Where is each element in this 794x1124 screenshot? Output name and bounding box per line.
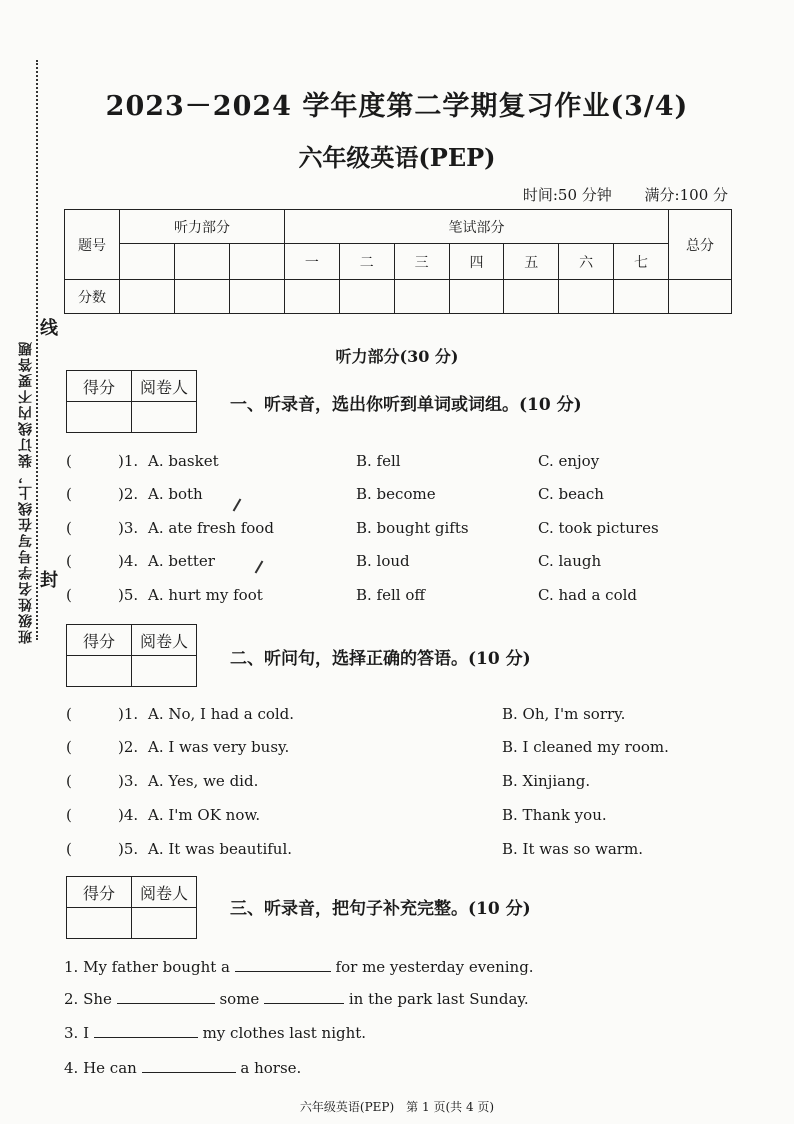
option-b: B. I cleaned my room. [502,738,669,756]
exam-info [495,184,728,205]
answer-paren[interactable]: ( [66,772,72,790]
pen-mark [255,560,264,573]
item-number: )4. [118,552,139,570]
line-text: for me yesterday evening. [335,958,534,976]
answer-paren[interactable]: ( [66,519,72,537]
item-number: )3. [118,519,139,537]
option-b: B. fell [356,452,401,470]
box-score-label: 得分 [67,877,132,908]
box-reviewer-cell[interactable] [132,656,197,687]
listening-col-1 [120,244,175,280]
score-cell[interactable] [504,280,559,314]
box-score-label: 得分 [67,625,132,656]
option-c: C. had a cold [538,586,637,604]
col-number: 二 [339,244,394,280]
answer-blank[interactable] [117,989,215,1004]
page-title: 2023－2024 学年度第二学期复习作业(3/4) [105,91,689,122]
total-header: 总分 [669,210,732,280]
listening-part-heading: 听力部分(30 分) [335,347,459,366]
score-cell[interactable] [559,280,614,314]
binding-instruction: 班级姓名学号写在线上，装订线内不要答题 [18,340,34,644]
line-text: my clothes last night. [202,1024,367,1042]
option-b: B. Xinjiang. [502,772,591,790]
line-text: 4. He can [64,1059,137,1077]
section3-score-box [66,876,197,939]
score-cell[interactable] [449,280,504,314]
option-a: A. I was very busy. [148,738,290,756]
item-number: )2. [118,485,139,503]
answer-paren[interactable]: ( [66,552,72,570]
item-number: )1. [118,452,139,470]
score-cell[interactable] [230,280,285,314]
option-c: C. beach [538,485,604,503]
section2-title: 二、听问句，选择正确的答语。(10 分) [230,649,531,669]
score-table [64,209,732,314]
answer-paren[interactable]: ( [66,586,72,604]
option-b: B. It was so warm. [502,840,643,858]
answer-paren[interactable]: ( [66,452,72,470]
label-question-number: 题号 [65,210,120,280]
box-score-cell[interactable] [67,402,132,433]
box-reviewer-label: 阅卷人 [132,625,197,656]
item-number: )5. [118,586,139,604]
writing-header: 笔试部分 [285,210,669,244]
exam-full-score: 满分:100 分 [644,186,728,204]
option-c: C. enjoy [538,452,600,470]
item-number: )4. [118,806,139,824]
option-b: B. Oh, I'm sorry. [502,705,626,723]
col-number: 三 [394,244,449,280]
col-number: 五 [504,244,559,280]
fill-line-3 [64,1023,366,1042]
score-cell[interactable] [285,280,340,314]
answer-blank[interactable] [142,1058,236,1073]
listening-col-3 [230,244,285,280]
option-a: A. basket [148,452,219,470]
option-a: A. Yes, we did. [148,772,259,790]
option-b: B. fell off [356,586,426,604]
box-score-cell[interactable] [67,656,132,687]
fill-line-2 [64,989,529,1008]
answer-blank[interactable] [264,989,344,1004]
option-c: C. laugh [538,552,602,570]
item-number: )3. [118,772,139,790]
score-cell[interactable] [394,280,449,314]
binding-mark-feng: 封 [40,570,58,591]
option-a: A. both [148,485,203,503]
line-text: some [219,990,260,1008]
section1-title: 一、听录音，选出你听到单词或词组。(10 分) [230,395,582,415]
option-a: A. No, I had a cold. [148,705,295,723]
score-cell[interactable] [614,280,669,314]
line-text: 1. My father bought a [64,958,230,976]
section2-score-box [66,624,197,687]
option-a: A. better [148,552,215,570]
label-score: 分数 [65,280,120,314]
box-reviewer-label: 阅卷人 [132,371,197,402]
section1-score-box [66,370,197,433]
score-cell[interactable] [339,280,394,314]
option-b: B. become [356,485,436,503]
col-number: 四 [449,244,504,280]
box-reviewer-cell[interactable] [132,908,197,939]
option-c: C. took pictures [538,519,659,537]
box-reviewer-cell[interactable] [132,402,197,433]
item-number: )2. [118,738,139,756]
line-text: 2. She [64,990,112,1008]
score-cell[interactable] [175,280,230,314]
listening-col-2 [175,244,230,280]
item-number: )5. [118,840,139,858]
option-b: B. Thank you. [502,806,607,824]
box-score-cell[interactable] [67,908,132,939]
answer-paren[interactable]: ( [66,806,72,824]
option-a: A. I'm OK now. [148,806,261,824]
page-footer: 六年级英语(PEP) 第 1 页(共 4 页) [299,1100,495,1114]
answer-paren[interactable]: ( [66,705,72,723]
answer-paren[interactable]: ( [66,738,72,756]
option-a: A. hurt my foot [148,586,263,604]
exam-time: 时间:50 分钟 [522,186,612,204]
option-a: A. ate fresh food [148,519,274,537]
col-number: 七 [614,244,669,280]
listening-header: 听力部分 [120,210,285,244]
option-b: B. loud [356,552,410,570]
box-reviewer-label: 阅卷人 [132,877,197,908]
option-a: A. It was beautiful. [148,840,293,858]
fill-line-4 [64,1058,301,1077]
option-b: B. bought gifts [356,519,469,537]
score-cell[interactable] [120,280,175,314]
box-score-label: 得分 [67,371,132,402]
page-subtitle: 六年级英语(PEP) [298,143,496,172]
item-number: )1. [118,705,139,723]
fill-line-1 [64,957,534,976]
answer-blank[interactable] [94,1023,198,1038]
section3-title: 三、听录音，把句子补充完整。(10 分) [230,899,531,919]
answer-blank[interactable] [235,957,331,972]
pen-mark [233,498,242,511]
line-text: 3. I [64,1024,90,1042]
answer-paren[interactable]: ( [66,840,72,858]
col-number: 六 [559,244,614,280]
col-number: 一 [285,244,340,280]
answer-paren[interactable]: ( [66,485,72,503]
line-text: a horse. [240,1059,302,1077]
line-text: in the park last Sunday. [348,990,529,1008]
binding-mark-xian: 线 [40,318,58,339]
total-score-cell[interactable] [669,280,732,314]
